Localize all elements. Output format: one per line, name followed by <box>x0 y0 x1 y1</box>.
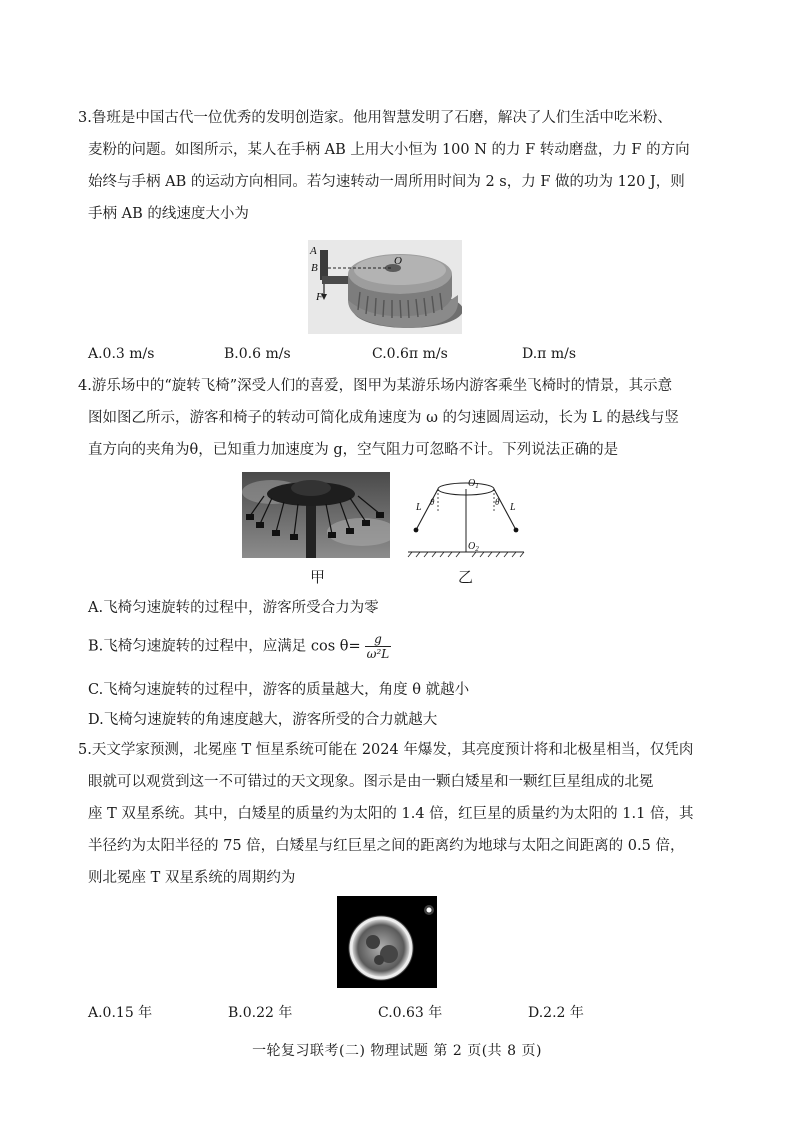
q5-option-b[interactable]: B.0.22 年 <box>228 1005 293 1021</box>
label-b: B <box>311 262 318 274</box>
question-5-stem <box>78 734 698 894</box>
q5-line-4: 半径约为太阳半径的 75 倍，白矮星与红巨星之间的距离约为地球与太阳之间距离的 0.5 倍， <box>88 838 685 854</box>
q4-option-c[interactable]: C.飞椅匀速旋转的过程中，游客的质量越大，角度 θ 就越小 <box>88 682 470 698</box>
q3-option-b[interactable]: B.0.6 m/s <box>224 346 291 362</box>
q3-option-c[interactable]: C.0.6π m/s <box>372 346 448 362</box>
q5-line-2: 眼就可以观赏到这一不可错过的天文现象。图示是由一颗白矮星和一颗红巨星组成的北冕 <box>88 774 654 790</box>
label-theta-right: θ <box>495 497 500 507</box>
label-f: F <box>316 291 323 303</box>
q4-option-a[interactable]: A.飞椅匀速旋转的过程中，游客所受合力为零 <box>88 600 379 616</box>
q3-line-1: 3.鲁班是中国古代一位优秀的发明创造家。他用智慧发明了石磨，解决了人们生活中吃米粉、 <box>78 110 672 126</box>
label-l-right: L <box>510 502 516 513</box>
q5-line-5: 则北冕座 T 双星系统的周期约为 <box>88 870 296 886</box>
fraction-numerator: g <box>365 632 392 647</box>
swing-ride-photo <box>242 472 390 558</box>
q4-option-b-text: B.飞椅匀速旋转的过程中，应满足 cos θ= <box>88 638 361 655</box>
q4-option-d[interactable]: D.飞椅匀速旋转的角速度越大，游客所受的合力就越大 <box>88 712 438 728</box>
label-theta-left: θ <box>430 497 435 507</box>
q5-option-a[interactable]: A.0.15 年 <box>88 1005 153 1021</box>
question-4-stem <box>78 370 698 466</box>
page-footer: 一轮复习联考(二) 物理试题 第 2 页(共 8 页) <box>252 1043 542 1059</box>
label-o1: $O_1$ <box>468 478 479 490</box>
q5-option-c[interactable]: C.0.63 年 <box>378 1005 443 1021</box>
q5-option-d[interactable]: D.2.2 年 <box>528 1005 584 1021</box>
millstone-photo <box>308 240 462 334</box>
swing-ride-illustration <box>242 472 390 558</box>
binary-star-photo <box>337 896 437 988</box>
q3-line-2: 麦粉的问题。如图所示，某人在手柄 AB 上用大小恒为 100 N 的力 F 转动磨盘，力 F 的方向 <box>88 142 690 158</box>
caption-jia: 甲 <box>310 568 326 586</box>
q5-line-1: 5.天文学家预测，北冕座 T 恒星系统可能在 2024 年爆发，其亮度预计将和北极星相当，仅凭肉 <box>78 742 694 758</box>
label-o2: $O_2$ <box>468 541 479 553</box>
swing-ride-schematic <box>404 472 528 564</box>
binary-star-illustration <box>337 896 437 988</box>
label-o: O <box>394 255 402 267</box>
q4-line-1: 4.游乐场中的“旋转飞椅”深受人们的喜爱，图甲为某游乐场内游客乘坐飞椅时的情景，其示意 <box>78 378 673 394</box>
caption-yi: 乙 <box>458 568 474 586</box>
label-a: A <box>310 245 317 257</box>
q4-line-2: 图如图乙所示，游客和椅子的转动可简化成角速度为 ω 的匀速圆周运动，长为 L 的悬线与竖 <box>88 410 679 426</box>
q3-line-3: 始终与手柄 AB 的运动方向相同。若匀速转动一周所用时间为 2 s，力 F 做的功为 120 J，则 <box>88 174 685 190</box>
q4-line-3: 直方向的夹角为θ，已知重力加速度为 g，空气阻力可忽略不计。下列说法正确的是 <box>88 442 619 458</box>
swing-ride-diagram <box>404 472 528 564</box>
q5-line-3: 座 T 双星系统。其中，白矮星的质量约为太阳的 1.4 倍，红巨星的质量约为太阳的 1.1 倍，其 <box>88 806 694 822</box>
millstone-illustration <box>308 240 462 334</box>
q3-option-d[interactable]: D.π m/s <box>522 346 577 362</box>
question-3-stem <box>78 102 698 230</box>
q4-option-b-fraction <box>365 632 392 661</box>
q3-option-a[interactable]: A.0.3 m/s <box>88 346 155 362</box>
q4-option-b[interactable] <box>88 632 391 661</box>
label-l-left: L <box>416 502 422 513</box>
fraction-denominator: ω²L <box>366 647 390 661</box>
q3-line-4: 手柄 AB 的线速度大小为 <box>88 206 249 222</box>
